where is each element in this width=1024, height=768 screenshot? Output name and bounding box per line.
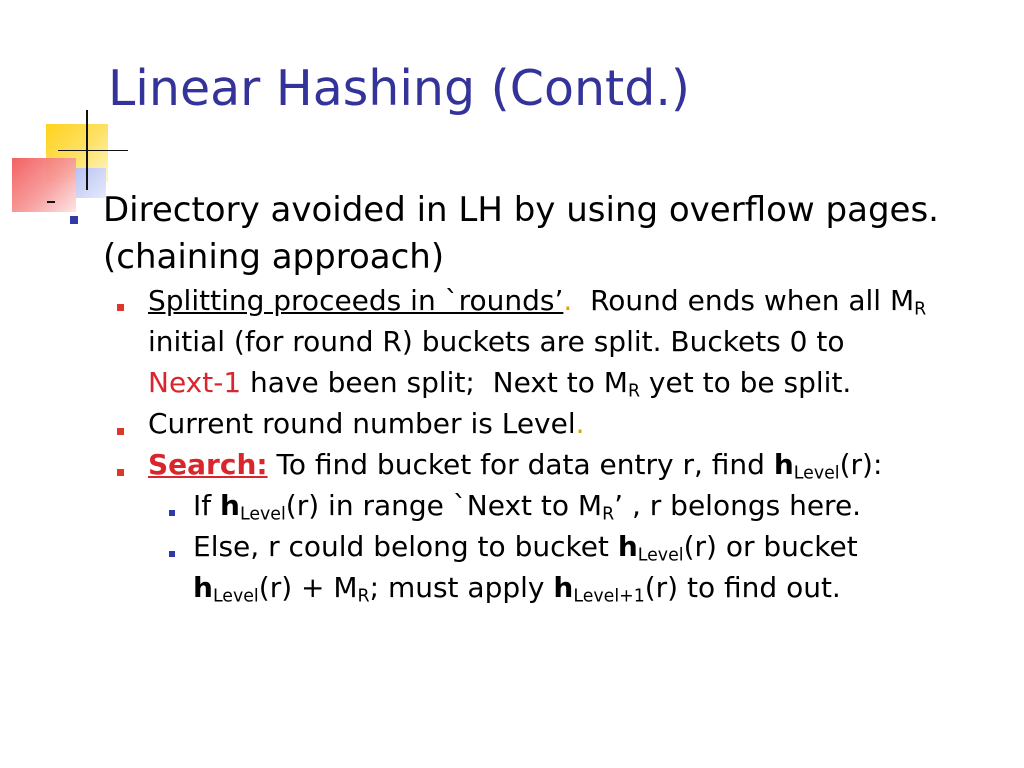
decor-dash xyxy=(47,201,55,203)
bullet-square-icon xyxy=(117,428,124,435)
slide-title: Linear Hashing (Contd.) xyxy=(108,60,691,117)
bullet-splitting-line3: Next-1 have been split; Next to $M_R$ yet to be split. xyxy=(148,366,852,402)
decor-horizontal-line xyxy=(58,150,128,151)
bullet-splitting-line1: Splitting proceeds in `rounds’. Round ends when all $M_R$ xyxy=(148,284,927,320)
bullet-directory-line1: Directory avoided in LH by using overflow pages. xyxy=(103,190,939,230)
bullet-else-line1: Else, r could belong to bucket $h_{Level}(r)$ or bucket xyxy=(193,530,858,566)
bullet-directory-line2: (chaining approach) xyxy=(103,237,445,277)
bullet-square-icon xyxy=(70,216,78,224)
bullet-square-icon xyxy=(169,551,175,557)
bullet-square-icon xyxy=(117,469,124,476)
bullet-splitting-line2: initial (for round R) buckets are split. Buckets 0 to xyxy=(148,325,845,358)
bullet-square-icon xyxy=(169,510,175,516)
bullet-square-icon xyxy=(117,304,124,311)
decor-red-square xyxy=(12,158,76,212)
bullet-if: If $h_{Level}(r)$ in range `Next to $M_R$’ , r belongs here. xyxy=(193,489,862,525)
bullet-else-line2: $h_{Level}(r) + M_R$; must apply $h_{Level+1}(r)$ to find out. xyxy=(193,571,841,607)
bullet-current-round: Current round number is Level. xyxy=(148,407,585,440)
decor-blue-square xyxy=(76,168,106,198)
bullet-search: Search: To find bucket for data entry r, find $h_{Level}(r)$: xyxy=(148,448,883,484)
